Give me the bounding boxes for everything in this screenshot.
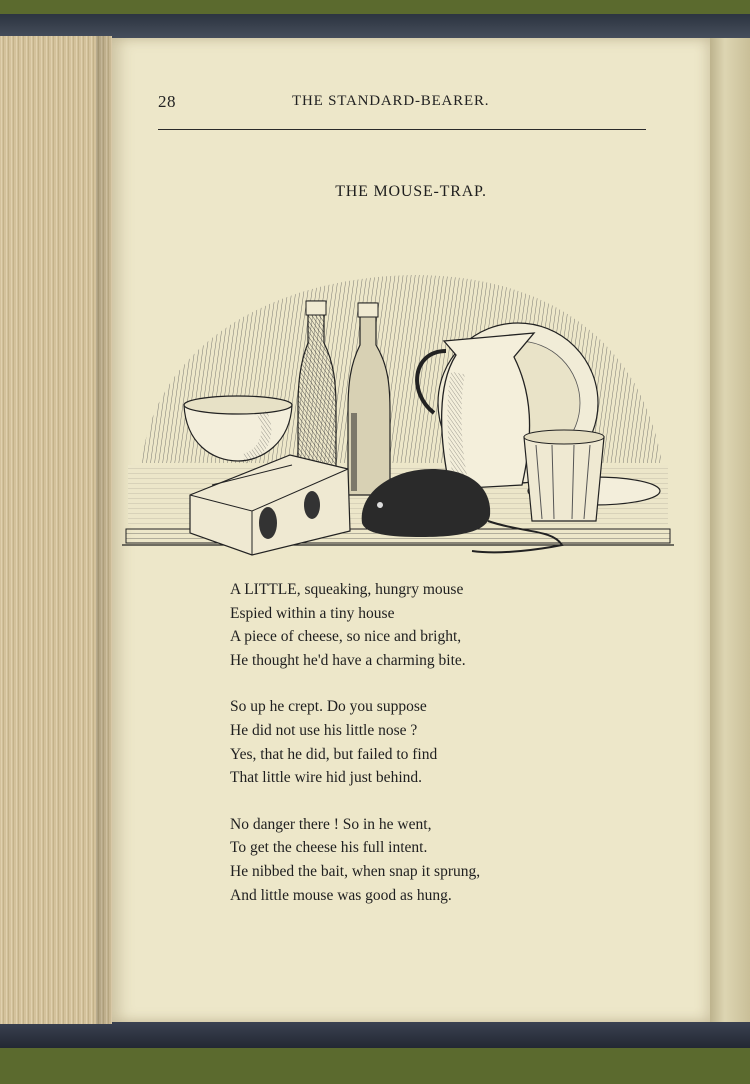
poem-line: And little mouse was good as hung. <box>230 886 452 904</box>
poem-line: No danger there ! So in he went, <box>230 815 432 833</box>
poem-line: A piece of cheese, so nice and bright, <box>230 628 462 646</box>
poem-body <box>230 578 650 930</box>
stanza-2 <box>230 695 650 789</box>
poem-line: He did not use his little nose ? <box>230 721 418 739</box>
poem-line: To get the cheese his full intent. <box>230 839 428 857</box>
book-page <box>112 38 710 1022</box>
stanza-3 <box>230 813 650 907</box>
mouse-trap-illustration <box>122 233 674 557</box>
stanza-1 <box>230 578 650 672</box>
next-page-edge <box>708 38 750 1022</box>
poem-line: So up he crept. Do you suppose <box>230 698 427 716</box>
header-rule <box>158 129 646 130</box>
page-number: 28 <box>158 92 176 111</box>
poem-line: Yes, that he did, but failed to find <box>230 745 438 763</box>
poem-line: He nibbed the bait, when snap it sprung, <box>230 862 481 880</box>
poem-line: Espied within a tiny house <box>230 604 395 622</box>
poem-line: A LITTLE, squeaking, hungry mouse <box>230 581 464 598</box>
running-head: THE STANDARD-BEARER. <box>292 93 490 109</box>
poem-title: THE MOUSE-TRAP. <box>335 183 487 200</box>
poem-line: He thought he'd have a charming bite. <box>230 651 466 669</box>
poem-line: That little wire hid just behind. <box>230 769 422 787</box>
page-header <box>158 92 644 116</box>
